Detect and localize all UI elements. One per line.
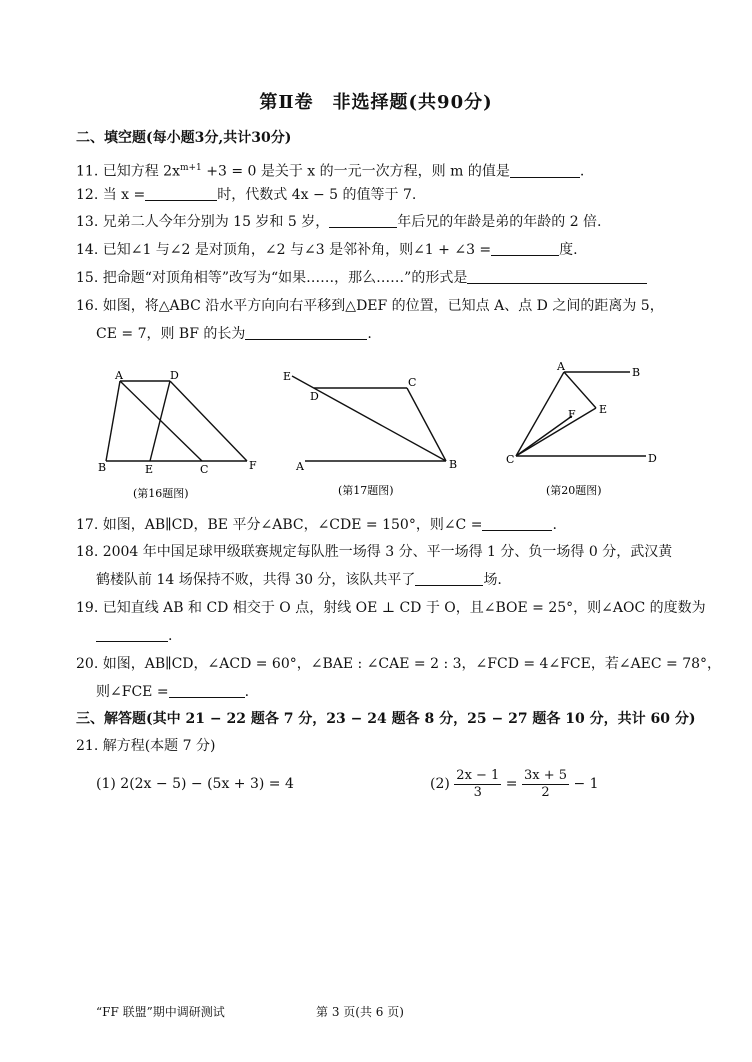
label-b: B xyxy=(632,366,641,379)
label-f: F xyxy=(568,408,576,421)
footer-left: “FF 联盟”期中调研测试 xyxy=(96,1005,225,1019)
label-b: B xyxy=(98,461,107,474)
question-19: 19. 已知直线 AB 和 CD 相交于 O 点，射线 OE ⊥ CD 于 O，且∠BOE = 25°，则∠AOC 的度数为 xyxy=(76,600,706,616)
footer-page-number: 第 3 页(共 6 页) xyxy=(316,1005,404,1019)
answer-blank[interactable] xyxy=(482,516,552,531)
question-16-cont: CE = 7，则 BF 的长为 . xyxy=(96,326,372,342)
answer-blank[interactable] xyxy=(145,186,217,201)
page-title: 第Ⅱ卷 非选择题(共90分) xyxy=(259,92,493,113)
answer-blank[interactable] xyxy=(491,241,559,256)
answer-blank[interactable] xyxy=(169,683,245,698)
question-12: 12. 当 x = 时，代数式 4x − 5 的值等于 7. xyxy=(76,187,417,203)
label-c: C xyxy=(200,463,209,476)
figure-caption: (第20题图) xyxy=(546,484,602,497)
answer-blank[interactable] xyxy=(245,325,367,340)
question-21: 21. 解方程(本题 7 分) xyxy=(76,738,216,754)
question-21-part-2: (2) $\frac{2x - 1}{3}$ = $\frac{3x + 5}{2}$ − 1 xyxy=(430,767,599,800)
question-19-cont: . xyxy=(96,626,172,646)
label-c: C xyxy=(506,453,515,466)
label-a: A xyxy=(115,369,123,382)
label-d: D xyxy=(310,390,319,403)
answer-blank[interactable] xyxy=(510,163,580,178)
question-11: 11. 已知方程 $2x^{m+1} +3 = 0$ 是关于 x 的一元一次方程，则 m 的值是 . xyxy=(76,163,585,180)
question-13: 13. 兄弟二人今年分别为 15 岁和 5 岁， 年后兄的年龄是弟的年龄的 2 倍. xyxy=(76,214,602,230)
figure-caption: (第16题图) xyxy=(133,487,189,500)
question-18: 18. 2004 年中国足球甲级联赛规定每队胜一场得 3 分、平一场得 1 分、负一场得 0 分，武汉黄 xyxy=(76,544,673,560)
figure-caption: (第17题图) xyxy=(338,484,394,497)
label-d: D xyxy=(648,452,657,465)
label-f: F xyxy=(249,459,257,472)
label-a: A xyxy=(557,360,565,373)
question-20-cont: 则∠FCE = . xyxy=(96,684,250,700)
section-fill-in-heading: 二、填空题(每小题3分,共计30分) xyxy=(76,130,292,146)
label-e: E xyxy=(599,403,608,416)
fraction: $\frac{3x + 5}{2}$ xyxy=(523,767,567,800)
question-15: 15. 把命题“对顶角相等”改写为“如果……，那么……”的形式是 xyxy=(76,268,647,288)
label-c: C xyxy=(408,376,417,389)
section-solve-heading: 三、解答题(其中 21 − 22 题各 7 分，23 − 24 题各 8 分，25 − 27 题各 10 分，共计 60 分) xyxy=(76,711,696,727)
figure-16 xyxy=(90,365,270,505)
label-e: E xyxy=(283,370,292,383)
label-a: A xyxy=(296,460,304,473)
label-d: D xyxy=(170,369,179,382)
answer-blank[interactable] xyxy=(96,627,168,642)
answer-blank[interactable] xyxy=(415,571,483,586)
label-b: B xyxy=(449,458,458,471)
label-e: E xyxy=(145,463,154,476)
question-21-part-1: (1) 2(2x − 5) − (5x + 3) = 4 xyxy=(96,776,294,792)
question-18-cont: 鹤楼队前 14 场保持不败，共得 30 分，该队共平了 场. xyxy=(96,572,502,588)
figure-17 xyxy=(280,362,470,502)
fraction: $\frac{2x - 1}{3}$ xyxy=(456,767,500,800)
question-17: 17. 如图，AB∥CD，BE 平分∠ABC，∠CDE = 150°，则∠C = . xyxy=(76,517,557,533)
question-16: 16. 如图，将△ABC 沿水平方向向右平移到△DEF 的位置，已知点 A、点 D 之间的距离为 5， xyxy=(76,298,664,314)
question-14: 14. 已知∠1 与∠2 是对顶角，∠2 与∠3 是邻补角，则∠1 + ∠3 = 度. xyxy=(76,242,578,258)
answer-blank[interactable] xyxy=(329,213,397,228)
answer-blank[interactable] xyxy=(467,269,647,284)
figure-20 xyxy=(500,358,670,502)
question-20: 20. 如图，AB∥CD，∠ACD = 60°，∠BAE : ∠CAE = 2 : 3，∠FCD = 4∠FCE，若∠AEC = 78°， xyxy=(76,656,722,672)
